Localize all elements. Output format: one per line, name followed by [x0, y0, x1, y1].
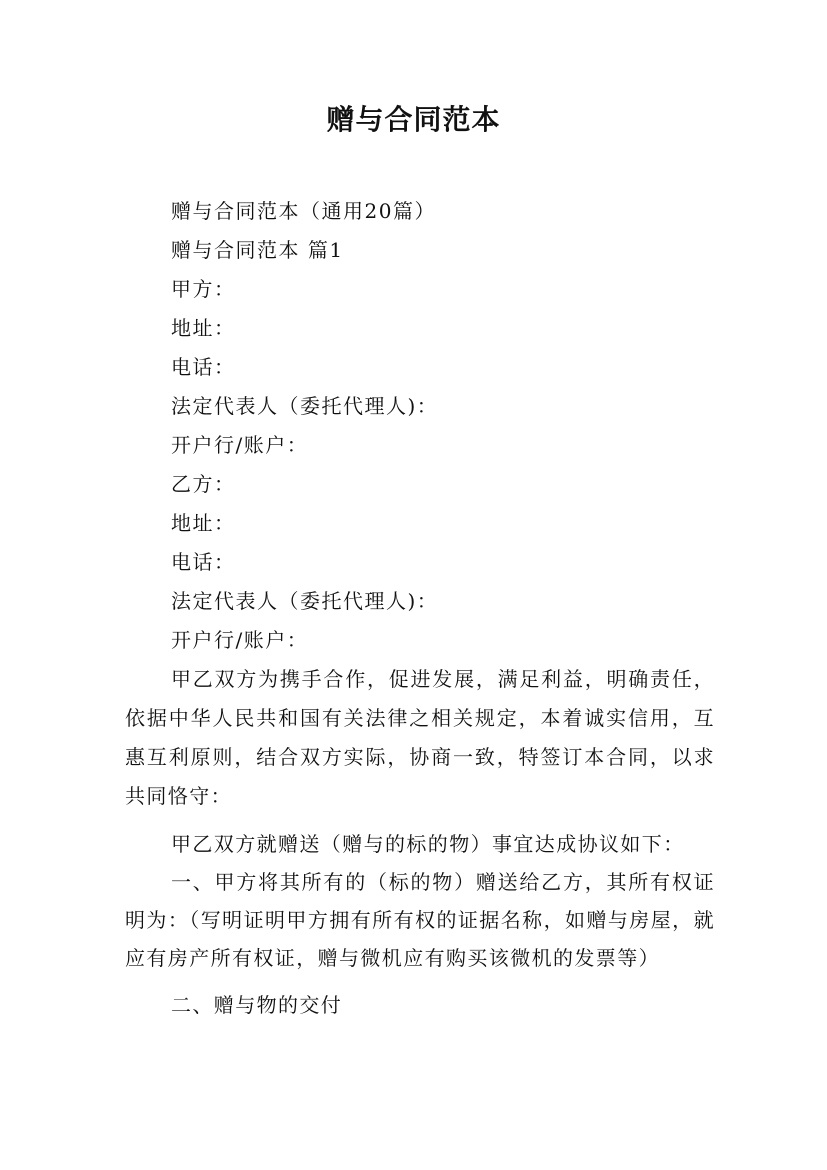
- section-heading: 赠与合同范本 篇1: [171, 238, 344, 262]
- party-a-bank-account: 开户行/账户：: [171, 433, 309, 457]
- party-b-label: 乙方：: [171, 472, 236, 496]
- clause-2-heading: 二、赠与物的交付: [171, 993, 343, 1017]
- agreement-paragraph: 甲乙双方就赠送（赠与的标的物）事宜达成协议如下：: [171, 832, 685, 856]
- party-a-address: 地址：: [171, 316, 236, 340]
- party-b-phone: 电话：: [171, 550, 236, 574]
- party-a-representative: 法定代表人（委托代理人)：: [171, 394, 439, 418]
- paragraph-spacer: [125, 816, 715, 825]
- party-a-label: 甲方：: [171, 277, 236, 301]
- document-title: 赠与合同范本: [326, 103, 501, 136]
- clause-1-paragraph: 一、甲方将其所有的（标的物）赠送给乙方，其所有权证明为：（写明证明甲方拥有所有权的证据名称，如赠与房屋，就应有房产所有权证，赠与微机应有购买该微机的发票等）: [125, 870, 715, 970]
- party-b-representative: 法定代表人（委托代理人)：: [171, 589, 439, 613]
- party-b-bank-account: 开户行/账户：: [171, 628, 309, 652]
- paragraph-spacer: [125, 977, 715, 986]
- subtitle-line: 赠与合同范本（通用20篇）: [171, 199, 436, 223]
- purpose-paragraph: 甲乙双方为携手合作，促进发展，满足利益，明确责任，依据中华人民共和国有关法律之相关规定，本着诚实信用，互惠互利原则，结合双方实际，协商一致，特签订本合同，以求共同恪守：: [125, 667, 715, 808]
- party-b-address: 地址：: [171, 511, 236, 535]
- document-body: [125, 192, 715, 1025]
- party-a-phone: 电话：: [171, 355, 236, 379]
